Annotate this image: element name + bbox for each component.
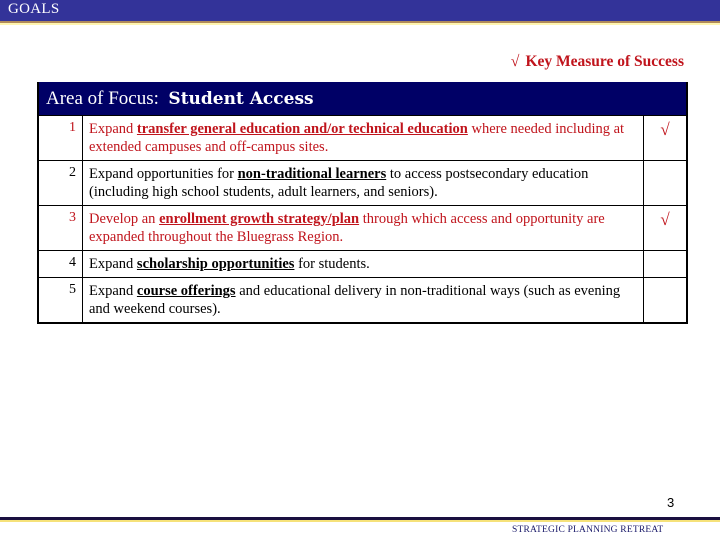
legend-label: Key Measure of Success (525, 53, 684, 70)
goal-keyword: enrollment growth strategy/plan (159, 211, 360, 227)
table-header (39, 82, 686, 115)
goal-keyword: non-traditional learners (237, 166, 387, 182)
goal-number: 4 (39, 251, 83, 277)
goal-text (83, 278, 643, 322)
table-row (39, 115, 686, 160)
goal-keyword: scholarship opportunities (136, 256, 295, 272)
goal-text (83, 251, 643, 277)
goal-text-pre: Develop an (89, 211, 160, 227)
key-measure-cell (643, 251, 686, 277)
key-measure-cell (643, 206, 686, 250)
goal-number: 2 (39, 161, 83, 205)
key-measure-cell (643, 116, 686, 160)
checkmark-icon: √ (660, 210, 670, 229)
section-title: GOALS (8, 1, 60, 17)
goal-keyword: course offerings (136, 283, 236, 299)
checkmark-icon: √ (510, 53, 520, 70)
table-row (39, 277, 686, 322)
header-bar (0, 0, 720, 21)
goal-text-pre: Expand (89, 256, 137, 272)
area-name: Student Access (168, 89, 314, 109)
goal-text-post: where needed including at extended campuses and off-campus sites. (89, 121, 625, 155)
goal-keyword: transfer general education and/or technical education (136, 121, 468, 137)
table-row (39, 205, 686, 250)
key-measure-cell (643, 278, 686, 322)
goal-text (83, 161, 643, 205)
goal-number: 5 (39, 278, 83, 322)
goal-number: 1 (39, 116, 83, 160)
goal-text-post: for students. (294, 256, 370, 272)
goal-text-pre: Expand (89, 283, 137, 299)
goal-text-post: and educational delivery in non-traditional ways (such as evening and weekend courses). (89, 283, 621, 317)
footer-title: STRATEGIC PLANNING RETREAT (512, 525, 664, 535)
goal-text (83, 206, 643, 250)
page-number: 3 (667, 495, 675, 510)
header-divider-accent (0, 23, 720, 25)
checkmark-icon: √ (660, 120, 670, 139)
goals-table (37, 82, 688, 324)
goal-number: 3 (39, 206, 83, 250)
goal-text-pre: Expand opportunities for (89, 166, 238, 182)
footer-divider-accent (0, 520, 720, 522)
goal-text-post: through which access and opportunity are expanded throughout the Bluegrass Region. (89, 211, 605, 245)
goal-text-post: to access postsecondary education (including high school students, adult learners, and seniors). (89, 166, 589, 200)
area-label: Area of Focus: (46, 88, 159, 109)
goal-text (83, 116, 643, 160)
table-row (39, 250, 686, 277)
table-row (39, 160, 686, 205)
goal-text-pre: Expand (89, 121, 137, 137)
key-measure-legend (511, 53, 684, 71)
key-measure-cell (643, 161, 686, 205)
